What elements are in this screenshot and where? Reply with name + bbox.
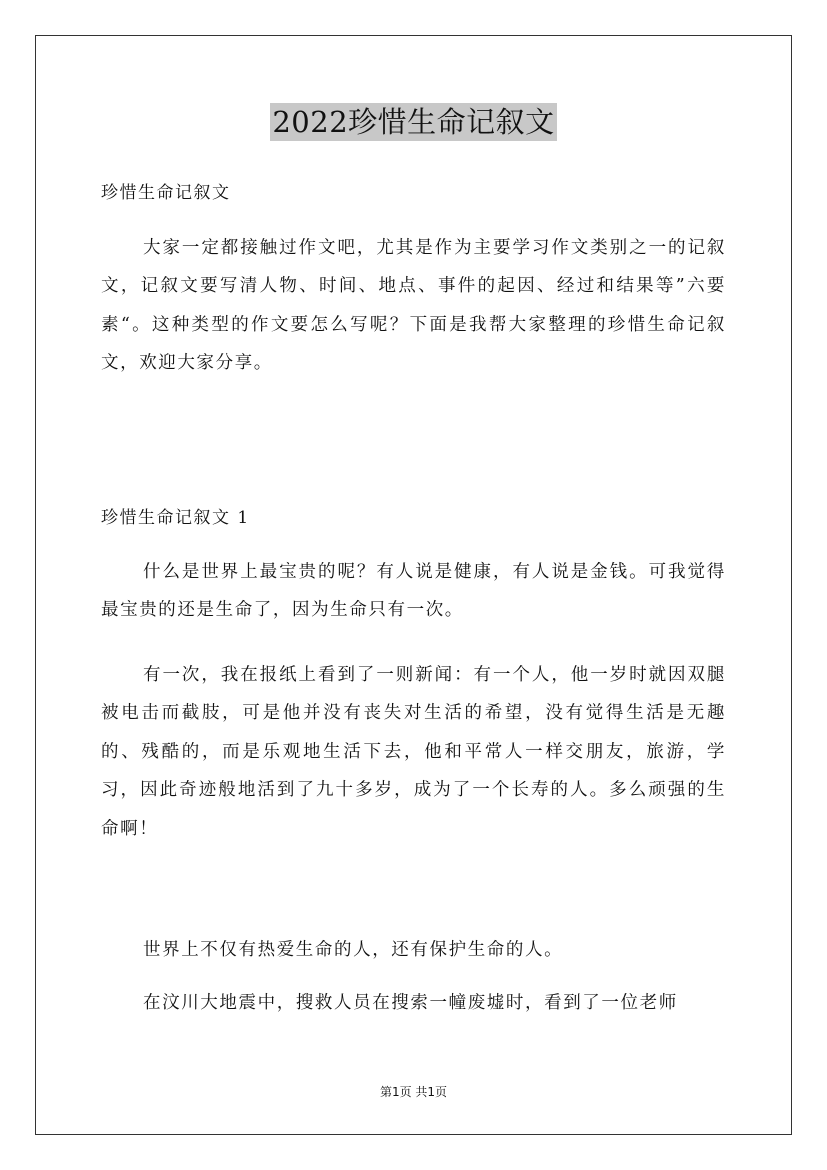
- title-wrap: [101, 103, 726, 141]
- document-title: 2022珍惜生命记叙文: [272, 105, 555, 139]
- intro-paragraph: 大家一定都接触过作文吧，尤其是作为主要学习作文类别之一的记叙文，记叙文要写清人物、时间、地点、事件的起因、经过和结果等”六要素“。这种类型的作文要怎么写呢？下面是我帮大家整理的珍惜生命记叙文，欢迎大家分享。: [101, 238, 726, 374]
- body-paragraph-1: 什么是世界上最宝贵的呢？有人说是健康，有人说是金钱。可我觉得最宝贵的还是生命了，因为生命只有一次。: [101, 562, 726, 621]
- section-heading: 珍惜生命记叙文 1: [101, 508, 250, 528]
- document-subtitle: 珍惜生命记叙文: [101, 183, 231, 203]
- body-paragraph-2: 有一次，我在报纸上看到了一则新闻：有一个人，他一岁时就因双腿被电击而截肢，可是他并没有丧失对生活的希望，没有觉得生活是无趣的、残酷的，而是乐观地生活下去，他和平常人一样交朋友，旅游，学习，因此奇迹般地活到了九十多岁，成为了一个长寿的人。多么顽强的生命啊！: [101, 665, 726, 839]
- page-footer: 第1页 共1页: [379, 1085, 448, 1099]
- body-paragraph-4: 在汶川大地震中，搜救人员在搜索一幢废墟时，看到了一位老师: [143, 993, 678, 1013]
- body-paragraph-3: 世界上不仅有热爱生命的人，还有保护生命的人。: [143, 940, 564, 960]
